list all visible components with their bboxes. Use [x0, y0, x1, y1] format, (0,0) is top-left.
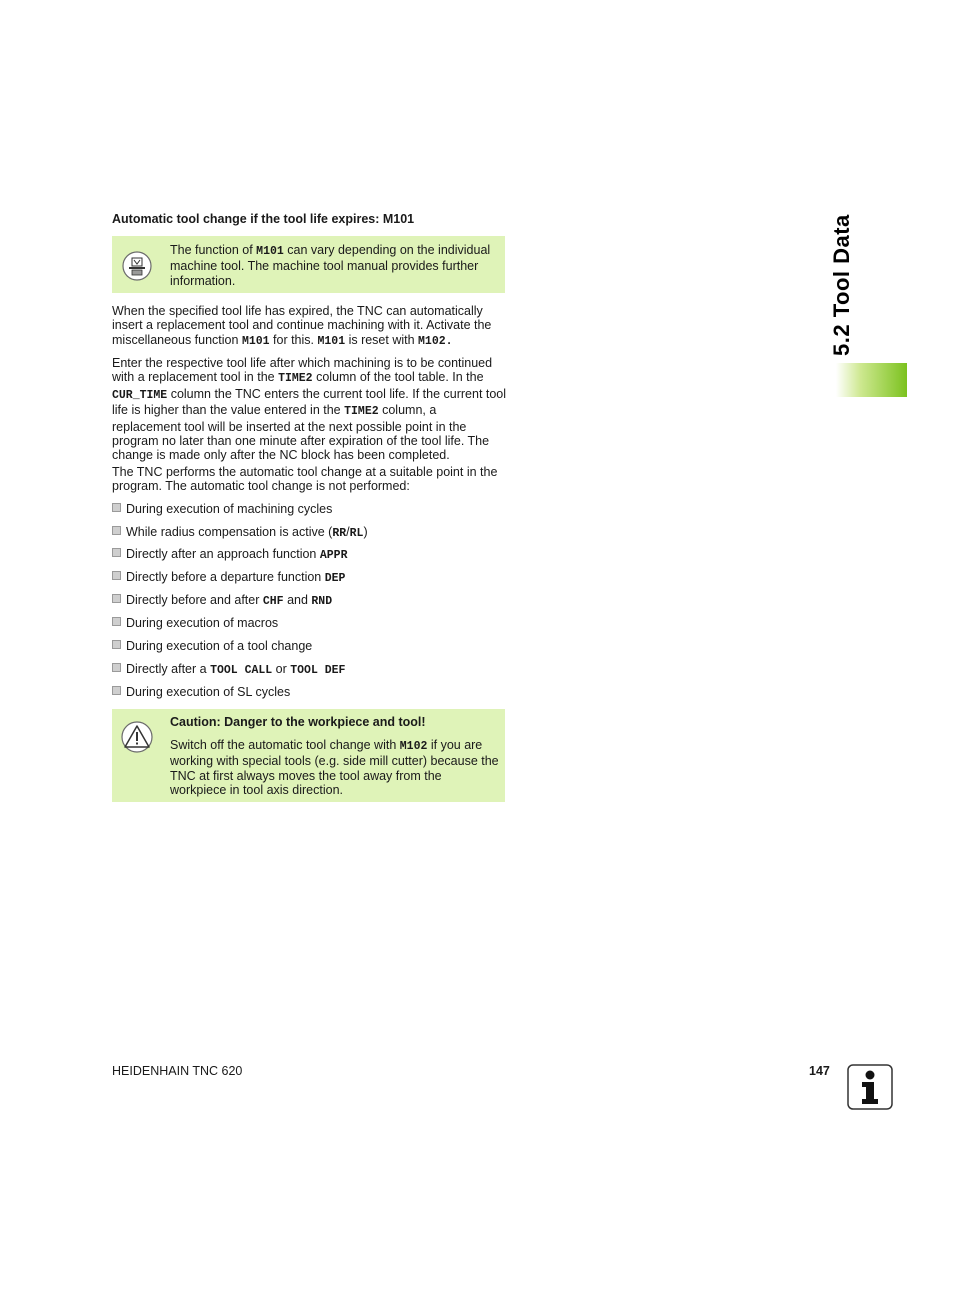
- page-number: 147: [809, 1064, 830, 1078]
- paragraph-not-performed: The TNC performs the automatic tool change at a suitable point in the program. The automatic tool change is not performed:: [112, 465, 498, 494]
- list-item: While radius compensation is active (RR/RL): [112, 525, 368, 541]
- list-item: Directly after a TOOL CALL or TOOL DEF: [112, 662, 345, 678]
- footer-product: HEIDENHAIN TNC 620: [112, 1064, 243, 1078]
- list-item: During execution of machining cycles: [112, 502, 332, 516]
- list-item: Directly after an approach function APPR: [112, 547, 347, 563]
- bullet-square-icon: [112, 571, 121, 580]
- list-item: Directly before a departure function DEP: [112, 570, 345, 586]
- bullet-square-icon: [112, 548, 121, 557]
- warning-triangle-icon: [120, 721, 154, 753]
- paragraph-activate: When the specified tool life has expired, the TNC can automatically insert a replacement tool and continue machining with it. Activate the miscellaneous function M101 for this. M101 is reset with M102.: [112, 304, 492, 348]
- bullet-square-icon: [112, 640, 121, 649]
- bullet-square-icon: [112, 686, 121, 695]
- bullet-square-icon: [112, 594, 121, 603]
- list-item: Directly before and after CHF and RND: [112, 593, 332, 609]
- machine-manual-icon: [122, 251, 152, 281]
- chapter-side-title: 5.2 Tool Data: [829, 214, 854, 356]
- paragraph-tool-life: Enter the respective tool life after which machining is to be continued with a replacement tool in the TIME2 column of the tool table. In the CUR_TIME column the TNC enters the current tool life. If the current tool life is higher than the value entered in the TIME2 column, a replacement tool will be inserted at the next possible point in the program no later than one minute after expiration of the tool life. The change is made only after the NC block has been completed.: [112, 356, 507, 463]
- caution-title: Caution: Danger to the workpiece and tool!: [170, 715, 426, 729]
- list-item: During execution of macros: [112, 616, 278, 630]
- info-icon[interactable]: [847, 1064, 893, 1110]
- note-box: [112, 236, 505, 293]
- caution-box: [112, 709, 505, 802]
- list-item: During execution of a tool change: [112, 639, 312, 653]
- bullet-square-icon: [112, 503, 121, 512]
- list-item: During execution of SL cycles: [112, 685, 290, 699]
- note-text: The function of M101 can vary depending on the individual machine tool. The machine tool manual provides further information.: [170, 243, 491, 288]
- section-heading: Automatic tool change if the tool life expires: M101: [112, 212, 415, 226]
- bullet-square-icon: [112, 617, 121, 626]
- bullet-square-icon: [112, 526, 121, 535]
- chapter-tab-bar: [836, 363, 907, 397]
- bullet-square-icon: [112, 663, 121, 672]
- caution-text: Switch off the automatic tool change with M102 if you are working with special tools (e.g. side mill cutter) because the TNC at first always moves the tool away from the workpiece in tool axis direction.: [170, 738, 499, 797]
